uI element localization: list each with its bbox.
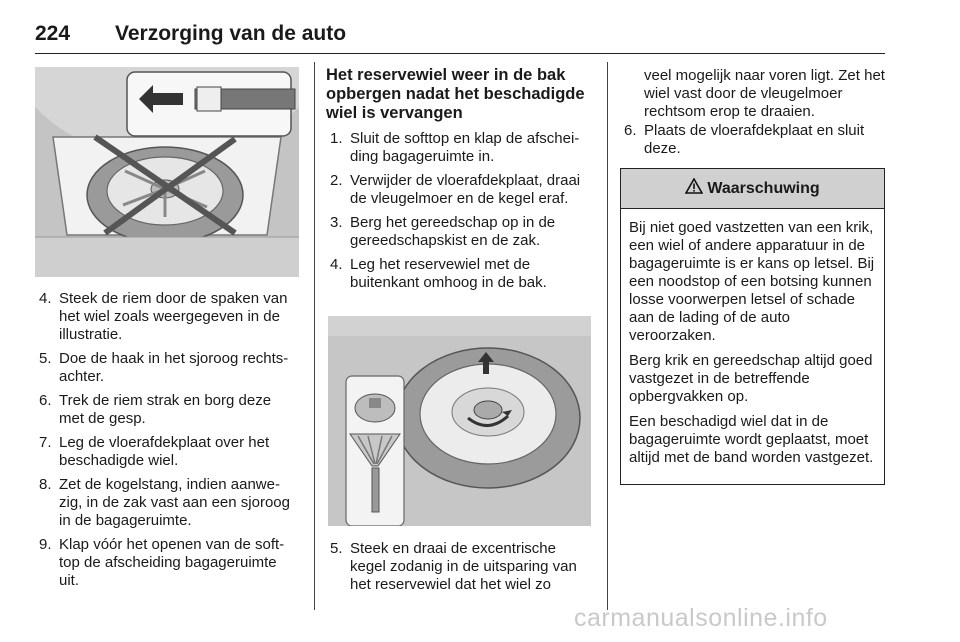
column-divider-right bbox=[607, 62, 608, 610]
list-item: 7. Leg de vloerafdekplaat over het beschadigde wiel. bbox=[39, 434, 270, 469]
page-number: 224 bbox=[35, 22, 71, 45]
list-item: 2. Verwijder de vloerafdekplaat, draai de vleugelmoer en de kegel eraf. bbox=[330, 172, 581, 207]
spare-wheel-wingnut-illustration bbox=[328, 316, 591, 526]
list-item: 9. Klap vóór het openen van de soft-top de afscheiding bagageruimte uit. bbox=[39, 536, 285, 589]
continued-step-text: veel mogelijk naar voren ligt. Zet het wiel vast door de vleugelmoer rechtsom erop te draaien. bbox=[644, 67, 885, 120]
middle-steps-after-list bbox=[326, 540, 590, 600]
list-item: 5. Doe de haak in het sjoroog rechts-achter. bbox=[39, 350, 289, 385]
page-title: Verzorging van de auto bbox=[115, 22, 347, 45]
warning-title: Waarschuwing bbox=[707, 179, 820, 197]
warning-box bbox=[620, 168, 885, 485]
list-item: 5. Steek en draai de excentrische kegel zodanig in de uitsparing van het reservewiel dat het wiel zo bbox=[330, 540, 577, 593]
warning-paragraph: Bij niet goed vastzetten van een krik, een wiel of andere apparatuur in de bagageruimte is er kans op letsel. Bij een noodstop of een botsing kunnen losse voorwerpen letsel of schade aan de lading of de auto veroorzaken. bbox=[629, 219, 875, 344]
list-item: 3. Berg het gereedschap op in de gereedschapskist en de zak. bbox=[330, 214, 556, 249]
left-steps-list bbox=[35, 290, 299, 596]
warning-paragraph: Berg krik en gereedschap altijd goed vastgezet in de betreffende opbergvakken op. bbox=[629, 352, 873, 405]
warning-paragraph: Een beschadigd wiel dat in de bagageruimte wordt geplaatst, moet altijd met de band worden vastgezet. bbox=[629, 413, 874, 466]
section-title: Het reservewiel weer in de bak opbergen nadat het beschadigde wiel is vervangen bbox=[326, 66, 585, 122]
list-item: 1. Sluit de softtop en klap de afschei-ding bagageruimte in. bbox=[330, 130, 580, 165]
page-header bbox=[35, 20, 885, 54]
list-item: 4. Leg het reservewiel met de buitenkant omhoog in de bak. bbox=[330, 256, 547, 291]
right-steps-list bbox=[620, 122, 885, 164]
spare-wheel-strap-illustration bbox=[35, 67, 299, 277]
list-item: 8. Zet de kogelstang, indien aanwe-zig, in de zak vast aan een sjoroog in de bagageruimte. bbox=[39, 476, 290, 529]
list-item: 6. Plaats de vloerafdekplaat en sluit deze. bbox=[624, 122, 865, 157]
warning-triangle-icon bbox=[685, 178, 703, 199]
column-divider-left bbox=[314, 62, 315, 610]
list-item: 4. Steek de riem door de spaken van het wiel zoals weergegeven in de illustratie. bbox=[39, 290, 288, 343]
warning-body bbox=[621, 209, 884, 467]
list-item: 6. Trek de riem strak en borg deze met de gesp. bbox=[39, 392, 272, 427]
warning-header bbox=[621, 169, 884, 209]
watermark: carmanualsonline.info bbox=[574, 604, 828, 632]
middle-steps-list bbox=[326, 130, 590, 298]
